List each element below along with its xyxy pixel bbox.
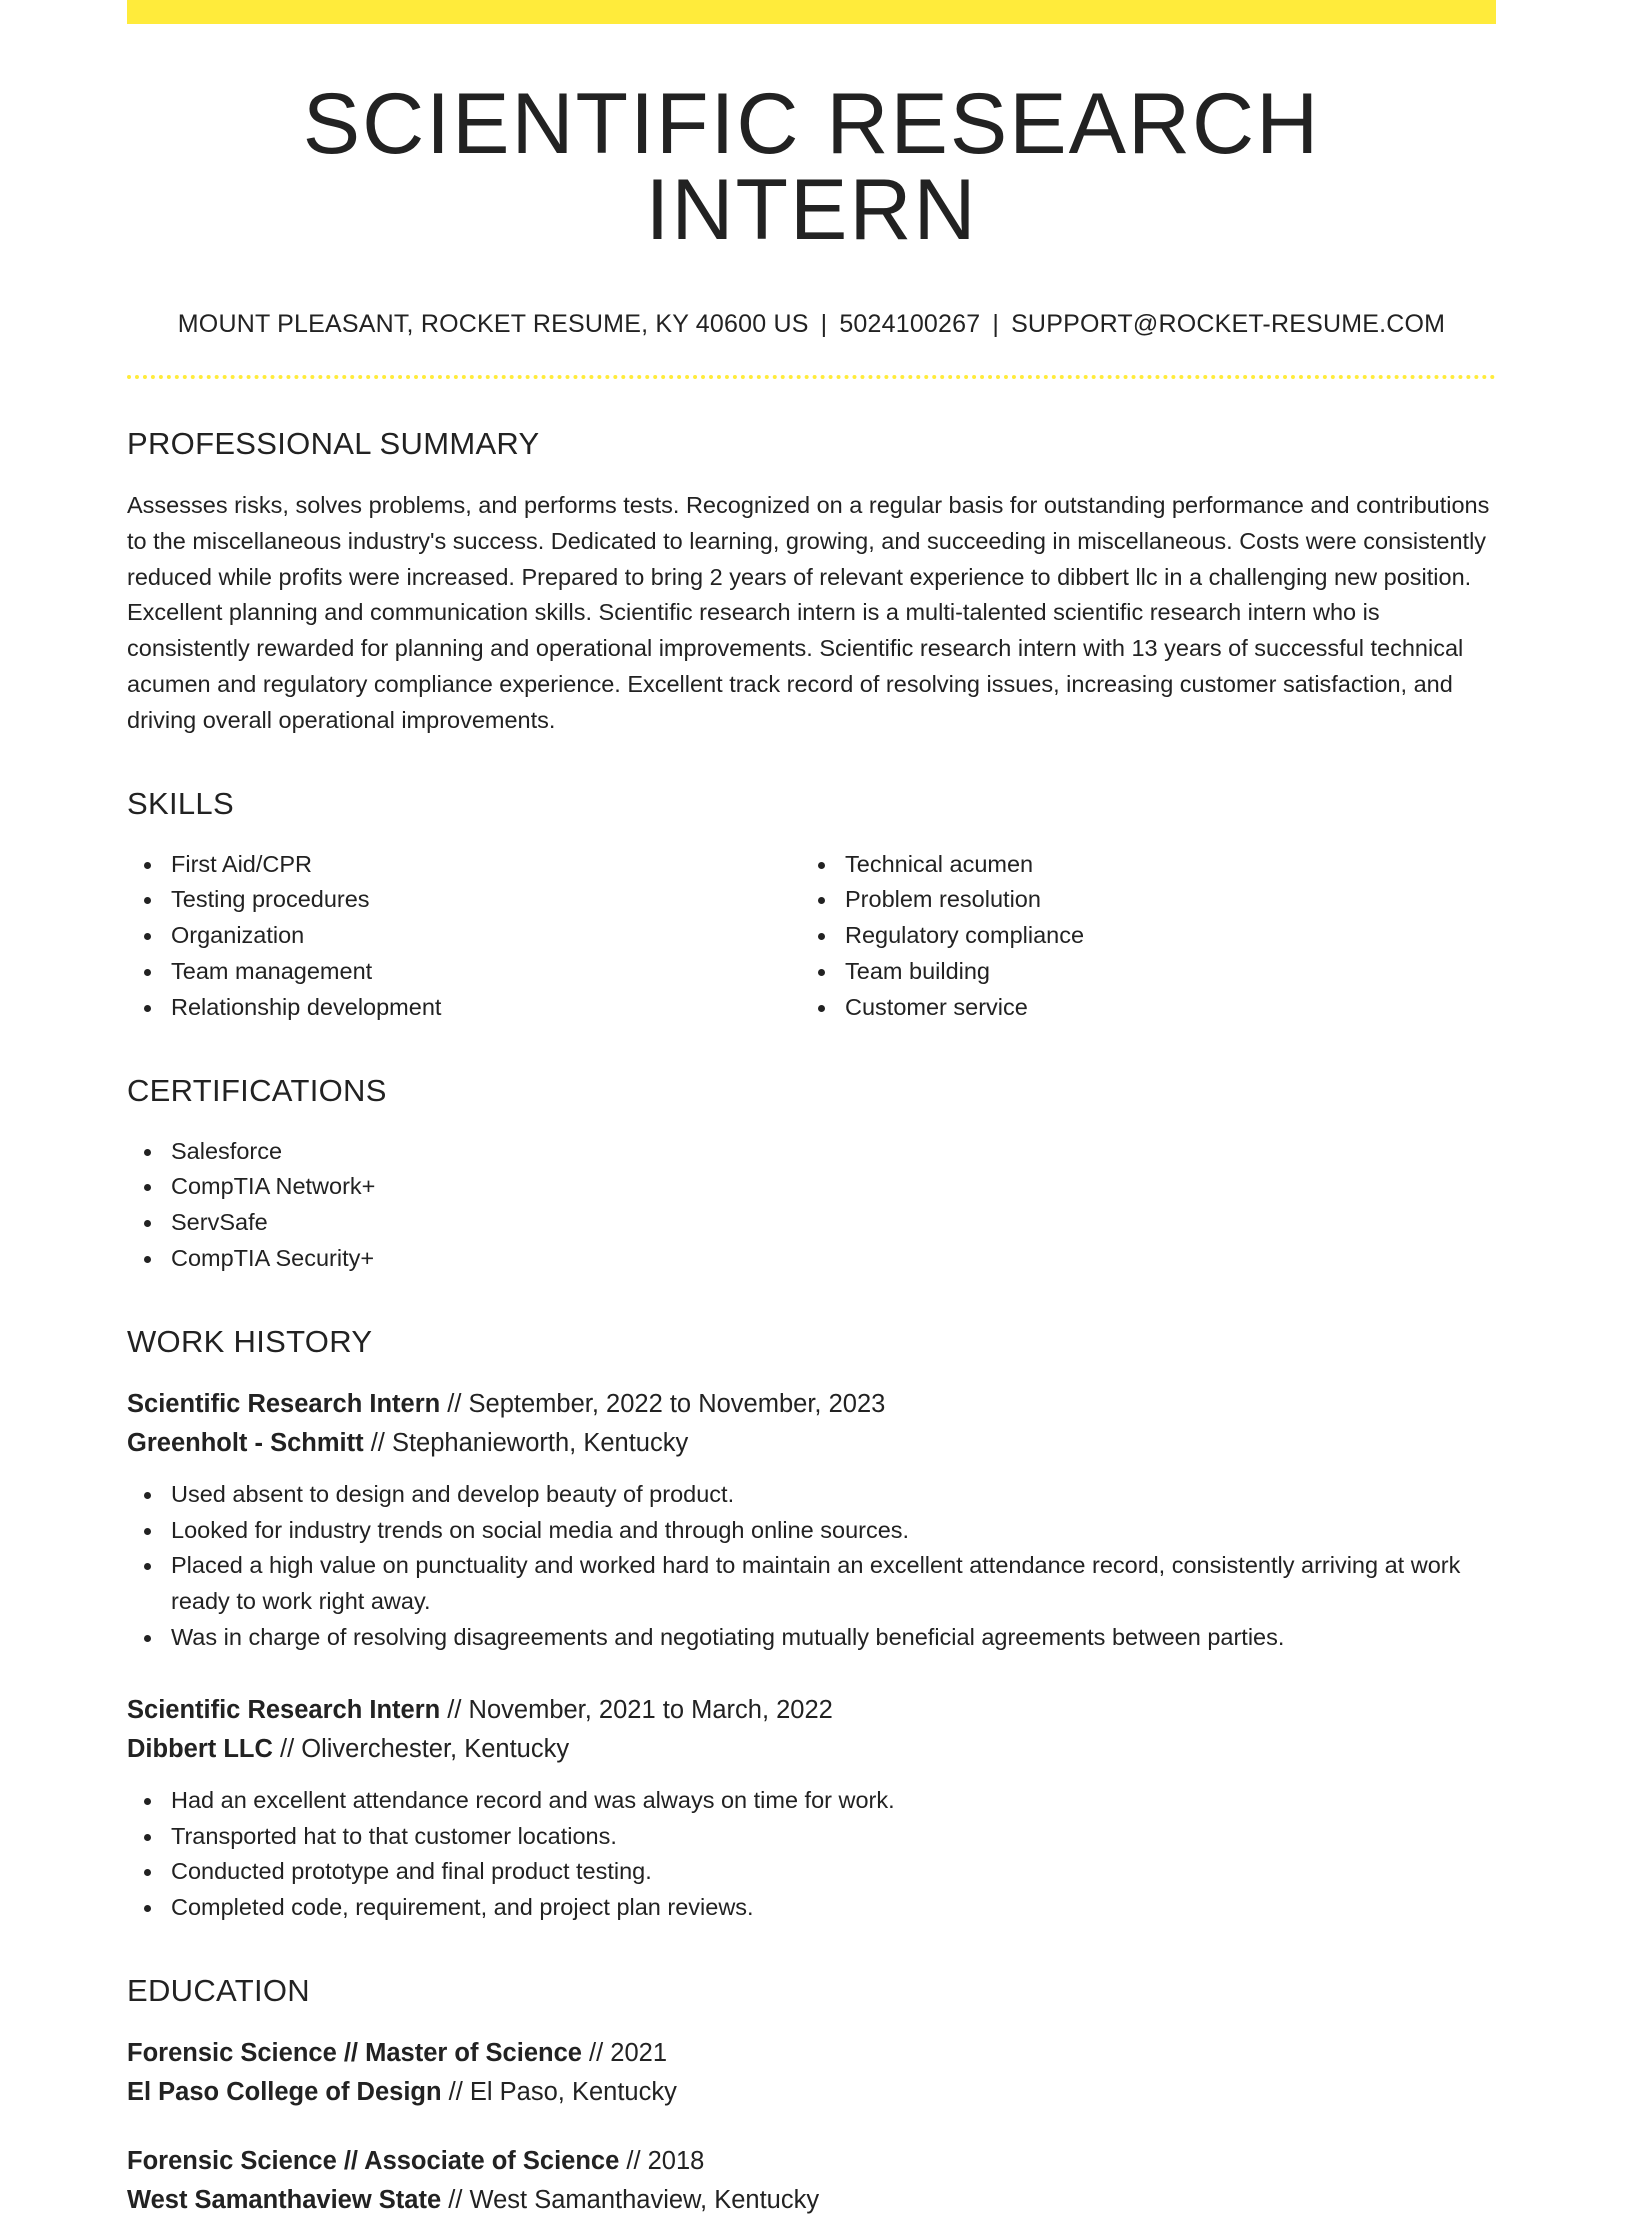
contact-email: SUPPORT@ROCKET-RESUME.COM xyxy=(1011,310,1446,338)
resume-page xyxy=(127,0,1496,2220)
skill-item: Technical acumen xyxy=(801,847,1475,883)
contact-line xyxy=(127,310,1496,339)
resume-title: SCIENTIFIC RESEARCH INTERN xyxy=(302,76,1321,258)
job-dates: // September, 2022 to November, 2023 xyxy=(440,1389,886,1418)
job-duty-item: Had an excellent attendance record and was always on time for work. xyxy=(127,1783,1496,1819)
job-role: Scientific Research Intern xyxy=(127,1695,441,1724)
job-role-line xyxy=(127,1691,1496,1730)
skills-list-left xyxy=(127,847,801,1026)
summary-heading: PROFESSIONAL SUMMARY xyxy=(127,426,540,461)
job-entry xyxy=(127,1691,1496,1926)
education-entry xyxy=(127,2142,1496,2220)
job-location: // Oliverchester, Kentucky xyxy=(272,1734,570,1763)
job-duty-item: Transported hat to that customer locations. xyxy=(127,1819,1496,1855)
skill-item: Relationship development xyxy=(127,990,801,1026)
certification-item: CompTIA Security+ xyxy=(127,1241,1496,1277)
education-degree: Forensic Science // Master of Science xyxy=(127,2038,582,2067)
skill-item: Organization xyxy=(127,918,801,954)
job-role-line xyxy=(127,1385,1496,1424)
contact-phone: 5024100267 xyxy=(839,310,981,338)
education-degree-line xyxy=(127,2142,1496,2181)
job-company-line xyxy=(127,1424,1496,1463)
certification-item: CompTIA Network+ xyxy=(127,1169,1496,1205)
job-duty-item: Looked for industry trends on social media and through online sources. xyxy=(127,1513,1496,1549)
education-school-line xyxy=(127,2181,1496,2220)
skills-columns xyxy=(127,847,1496,1026)
job-duty-item: Conducted prototype and final product testing. xyxy=(127,1854,1496,1890)
education-school: West Samanthaview State xyxy=(127,2185,442,2214)
education-degree-line xyxy=(127,2034,1496,2073)
job-company-line xyxy=(127,1730,1496,1769)
certification-item: ServSafe xyxy=(127,1205,1496,1241)
job-duty-item: Placed a high value on punctuality and worked hard to maintain an excellent attendance record, consistently arriving at work ready to work right away. xyxy=(127,1548,1496,1620)
education-year: // 2018 xyxy=(619,2146,705,2175)
contact-separator: | xyxy=(992,310,1000,338)
education-school-line xyxy=(127,2073,1496,2112)
education-location: // West Samanthaview, Kentucky xyxy=(441,2185,820,2214)
education-location: // El Paso, Kentucky xyxy=(441,2077,677,2106)
skill-item: Regulatory compliance xyxy=(801,918,1475,954)
skill-item: Problem resolution xyxy=(801,882,1475,918)
summary-text: Assesses risks, solves problems, and performs tests. Recognized on a regular basis for outstanding performance and contributions to the miscellaneous industry's success. Dedicated to learning, growing, and succeeding in miscellaneous. Costs were consistently reduced while profits were increased. Prepared to bring 2 years of relevant experience to dibbert llc in a challenging new position. Excellent planning and communication skills. Scientific research intern is a multi-talented scientific research intern who is consistently rewarded for planning and operational improvements. Scientific research intern with 13 years of successful technical acumen and regulatory compliance experience. Excellent track record of resolving issues, increasing customer satisfaction, and driving overall operational improvements. xyxy=(127,492,1490,733)
job-location: // Stephanieworth, Kentucky xyxy=(363,1428,689,1457)
job-duty-item: Used absent to design and develop beauty of product. xyxy=(127,1477,1496,1513)
education-heading: EDUCATION xyxy=(127,1972,310,2008)
job-role: Scientific Research Intern xyxy=(127,1389,441,1418)
accent-bar xyxy=(127,0,1496,24)
education-school: El Paso College of Design xyxy=(127,2077,442,2106)
skill-item: Customer service xyxy=(801,990,1475,1026)
dotted-divider xyxy=(127,375,1496,379)
skill-item: First Aid/CPR xyxy=(127,847,801,883)
job-duty-item: Completed code, requirement, and project plan reviews. xyxy=(127,1890,1496,1926)
skill-item: Team building xyxy=(801,954,1475,990)
certifications-heading: CERTIFICATIONS xyxy=(127,1072,387,1108)
skills-list-right xyxy=(801,847,1475,1026)
job-duties-list xyxy=(127,1477,1496,1656)
work-history-heading: WORK HISTORY xyxy=(127,1323,373,1359)
skill-item: Team management xyxy=(127,954,801,990)
education-entry xyxy=(127,2034,1496,2112)
skills-heading: SKILLS xyxy=(127,785,234,821)
education-degree: Forensic Science // Associate of Science xyxy=(127,2146,620,2175)
job-entry xyxy=(127,1385,1496,1656)
job-duty-item: Was in charge of resolving disagreements and negotiating mutually beneficial agreements between parties. xyxy=(127,1620,1496,1656)
job-company: Greenholt - Schmitt xyxy=(127,1428,364,1457)
contact-address: MOUNT PLEASANT, ROCKET RESUME, KY 40600 US xyxy=(177,310,809,338)
contact-separator: | xyxy=(820,310,828,338)
job-company: Dibbert LLC xyxy=(127,1734,273,1763)
certifications-list xyxy=(127,1134,1496,1277)
education-year: // 2021 xyxy=(581,2038,668,2067)
job-dates: // November, 2021 to March, 2022 xyxy=(440,1695,833,1724)
job-duties-list xyxy=(127,1783,1496,1926)
certification-item: Salesforce xyxy=(127,1134,1496,1170)
skill-item: Testing procedures xyxy=(127,882,801,918)
